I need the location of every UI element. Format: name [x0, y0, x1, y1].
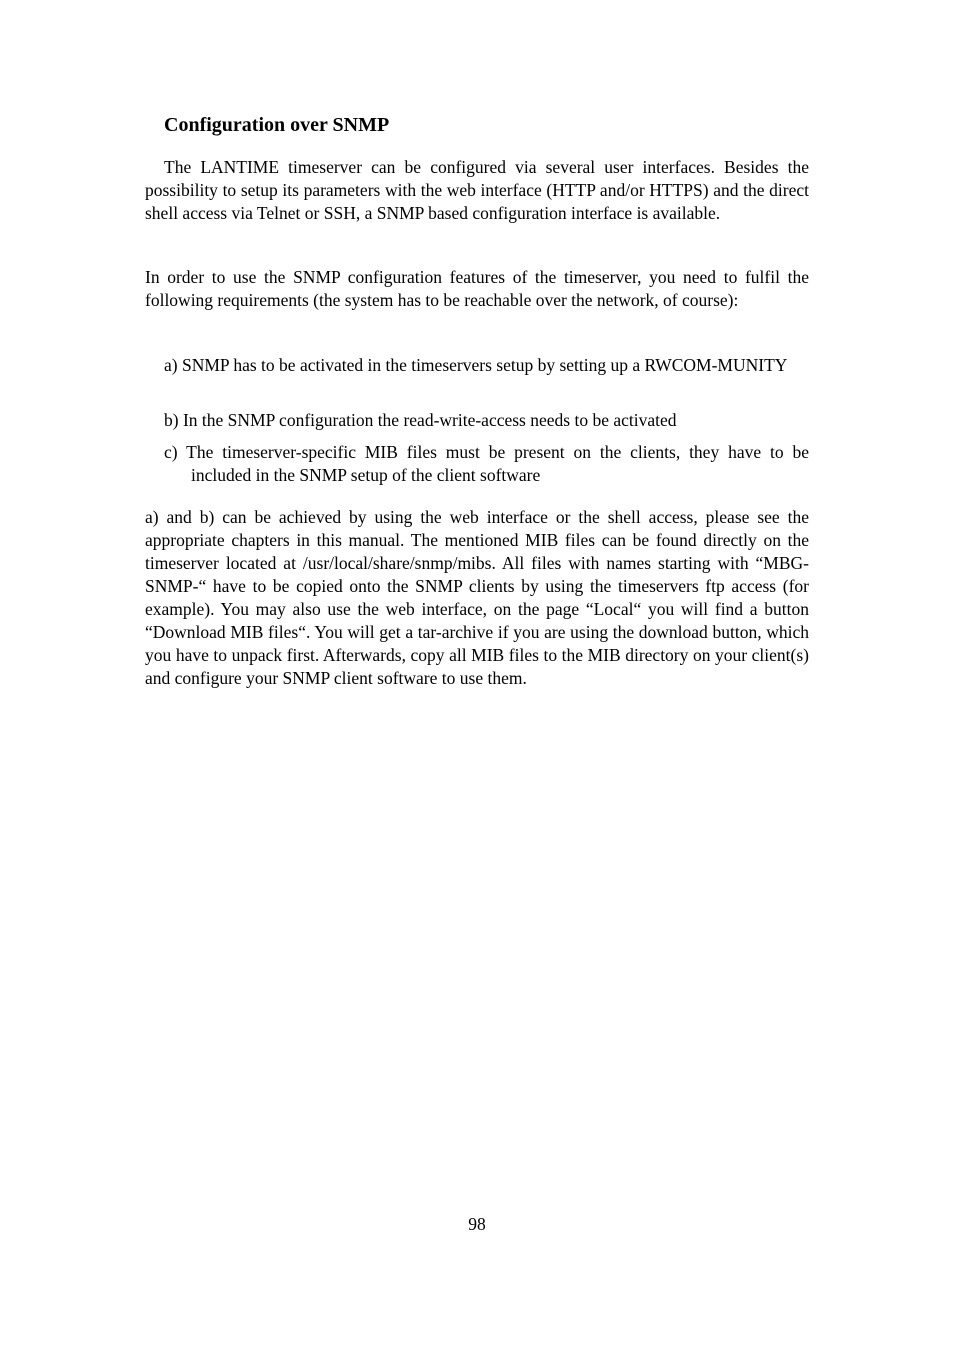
section-heading: Configuration over SNMP: [164, 114, 390, 136]
requirements-list-c: [164, 441, 809, 487]
requirement-item-c: c) The timeserver-specific MIB files must be present on the clients, they have to be included in the SNMP setup of the client software: [164, 442, 809, 485]
requirement-item-a: a) SNMP has to be activated in the timeservers setup by setting up a RWCOM-MUNITY: [164, 355, 788, 375]
requirements-list-a: [164, 354, 809, 377]
requirements-intro-paragraph: In order to use the SNMP configuration features of the timeserver, you need to fulfil the following requirements (the system has to be reachable over the network, of course):: [145, 267, 809, 310]
mib-files-paragraph: a) and b) can be achieved by using the web interface or the shell access, please see the appropriate chapters in this manual. The mentioned MIB files can be found directly on the timeserver located at /usr/local/share/snmp/mibs. All files with names starting with “MBG-SNMP-“ have to be copied onto the SNMP clients by using the timeservers ftp access (for example). You may also use the web interface, on the page “Local“ you will find a button “Download MIB files“. You will get a tar-archive if you are using the download button, which you have to unpack first. Afterwards, copy all MIB files to the MIB directory on your client(s) and configure your SNMP client software to use them.: [145, 507, 809, 688]
requirement-item-b: b) In the SNMP configuration the read-write-access needs to be activated: [164, 410, 677, 430]
requirements-list-b: [164, 409, 809, 432]
page-number: 98: [468, 1214, 486, 1234]
intro-paragraph: The LANTIME timeserver can be configured via several user interfaces. Besides the possibility to setup its parameters with the web interface (HTTP and/or HTTPS) and the direct shell access via Telnet or SSH, a SNMP based configuration interface is available.: [145, 157, 809, 223]
